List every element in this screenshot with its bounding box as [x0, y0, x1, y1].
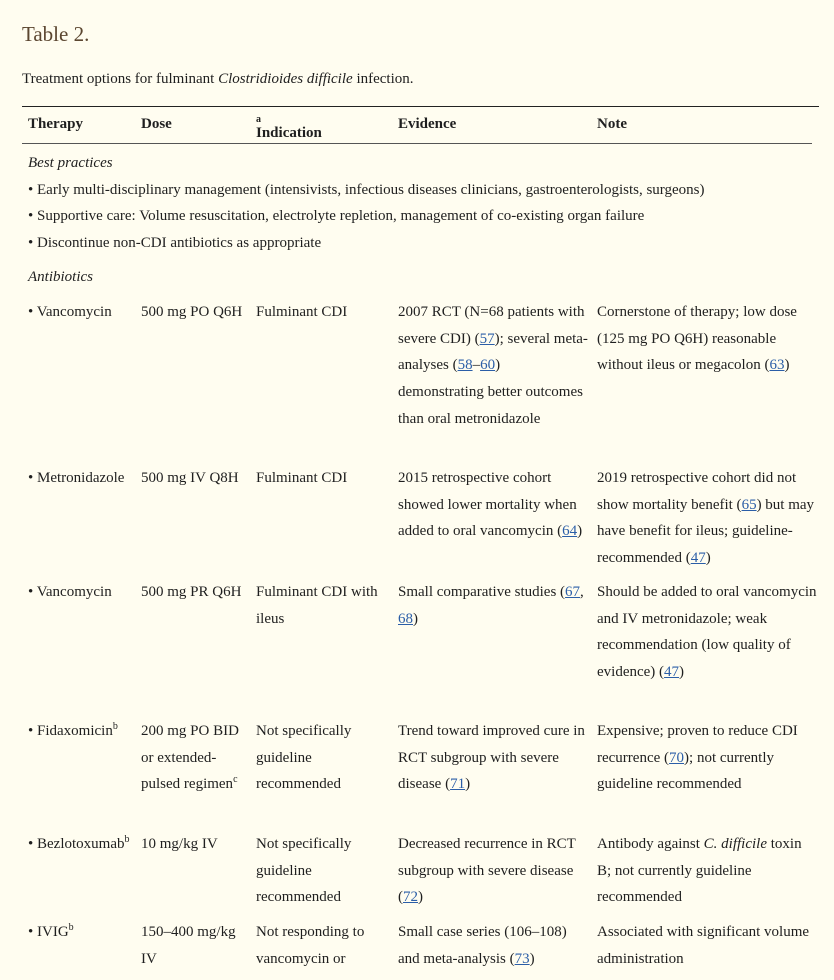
- cell-text: ); not currently guideline recommended: [597, 749, 775, 793]
- dose-cell: [141, 465, 249, 492]
- caption-suffix: infection.: [352, 71, 414, 87]
- cell-text: 10 mg/kg IV: [141, 836, 218, 852]
- header-indication: [256, 114, 322, 141]
- dose-cell: [141, 919, 249, 972]
- cell-text: ): [465, 776, 471, 793]
- footnote-marker: a: [256, 114, 261, 125]
- cell-text: ) demonstrating better outcomes than oral metronidazole: [398, 357, 583, 427]
- cell-text: Cornerstone of therapy; low dose (125 mg PO Q6H) reasonable without ileus or megacolon (: [597, 304, 797, 374]
- header-note: Note: [597, 116, 627, 132]
- table-caption: [22, 69, 812, 89]
- cell-text: ): [418, 889, 423, 906]
- reference-link[interactable]: 67: [565, 584, 581, 600]
- dose-cell: [141, 831, 249, 858]
- dose-cell: [141, 299, 249, 326]
- cell-text: ): [529, 950, 535, 967]
- cell-text: Expensive; proven to reduce CDI recurrence (: [597, 723, 798, 766]
- cell-text: • Fidaxomicin: [28, 723, 113, 739]
- indication-cell: Not responding to vancomycin or: [256, 924, 365, 967]
- evidence-cell: [398, 299, 588, 433]
- note-cell: [597, 465, 819, 572]
- indication-cell: Fulminant CDI with ileus: [256, 584, 378, 627]
- cell-text: –: [472, 357, 481, 374]
- cell-text: 2015 retrospective cohort showed lower mortality when added to oral vancomycin (: [398, 470, 577, 540]
- reference-link[interactable]: 68: [398, 610, 413, 627]
- reference-link[interactable]: 64: [562, 523, 578, 540]
- cell-text: Antibody against: [597, 836, 704, 852]
- note-cell: [597, 831, 819, 911]
- cell-text: • Vancomycin: [28, 304, 112, 320]
- caption-organism: Clostridioides difficile: [218, 71, 353, 87]
- footnote-marker: b: [68, 922, 74, 933]
- best-practice-item: • Supportive care: Volume resuscitation, electrolyte repletion, management of co-existing organ failure: [28, 208, 645, 224]
- cell-text: ) but may have benefit for ileus; guideline-recommended (: [597, 496, 815, 567]
- evidence-cell: [398, 919, 588, 972]
- cell-text: Small case series (106–108) and meta-analysis (: [398, 924, 567, 967]
- evidence-cell: [398, 579, 588, 632]
- caption-prefix: Treatment options for fulminant: [22, 71, 219, 87]
- cell-text: Should be added to oral vancomycin and IV metronidazole; weak recommendation (low quality of evidence) (: [597, 584, 817, 681]
- table-title: Table 2.: [22, 22, 90, 46]
- cell-text: ): [679, 664, 685, 681]
- evidence-cell: [398, 465, 588, 545]
- note-cell: [597, 718, 819, 798]
- reference-link[interactable]: 73: [514, 950, 530, 967]
- reference-link[interactable]: 70: [669, 749, 685, 766]
- therapy-cell: [28, 919, 133, 946]
- reference-link[interactable]: 47: [690, 550, 706, 567]
- cell-text: 200 mg PO BID or extended-pulsed regimen: [141, 723, 239, 793]
- footnote-marker: c: [233, 774, 238, 786]
- cell-text: ); several meta-analyses (: [398, 330, 588, 374]
- evidence-cell: [398, 831, 588, 911]
- cell-text: Trend toward improved cure in RCT subgroup with severe disease (: [398, 723, 585, 793]
- cell-text: 500 mg IV Q8H: [141, 470, 239, 486]
- note-cell: [597, 919, 819, 972]
- therapy-cell: [28, 579, 133, 606]
- indication-cell: Fulminant CDI: [256, 304, 348, 320]
- note-cell: [597, 299, 819, 379]
- cell-text: 500 mg PO Q6H: [141, 304, 243, 320]
- cell-text: ): [577, 523, 583, 540]
- cell-text: 2007 RCT (N=68 patients with severe CDI) (: [398, 304, 585, 347]
- cell-text: 2019 retrospective cohort did not show mortality benefit (: [597, 470, 797, 513]
- cell-text: Associated with significant volume administration: [597, 924, 810, 967]
- italic-text: C. difficile: [703, 836, 767, 852]
- table-header: [22, 107, 812, 144]
- reference-link[interactable]: 63: [769, 357, 785, 374]
- therapy-cell: [28, 465, 133, 492]
- cell-text: ): [705, 550, 711, 567]
- indication-cell: Fulminant CDI: [256, 470, 348, 486]
- dose-cell: [141, 579, 249, 606]
- cell-text: ): [784, 357, 790, 374]
- reference-link[interactable]: 47: [664, 664, 680, 681]
- reference-link[interactable]: 58: [457, 357, 473, 374]
- indication-cell: Not specifically guideline recommended: [256, 723, 352, 793]
- reference-link[interactable]: 71: [450, 776, 466, 793]
- cell-text: ): [413, 610, 418, 627]
- best-practice-item: • Early multi-disciplinary management (intensivists, infectious diseases clinicians, gastroenterologists, surgeons): [28, 182, 705, 198]
- cell-text: • Bezlotoxumab: [28, 836, 125, 852]
- section-antibiotics: Antibiotics: [28, 269, 93, 285]
- cell-text: Decreased recurrence in RCT subgroup with severe disease (: [398, 836, 576, 906]
- footnote-marker: b: [124, 834, 130, 845]
- header-therapy: Therapy: [28, 116, 84, 132]
- cell-text: • IVIG: [28, 924, 69, 940]
- reference-link[interactable]: 60: [480, 357, 496, 374]
- indication-cell: Not specifically guideline recommended: [256, 836, 352, 906]
- dose-cell: [141, 718, 249, 798]
- cell-text: Small comparative studies (: [398, 584, 566, 600]
- footnote-marker: b: [112, 721, 118, 732]
- reference-link[interactable]: 65: [741, 496, 757, 513]
- therapy-cell: [28, 831, 133, 858]
- best-practice-item: • Discontinue non-CDI antibiotics as appropriate: [28, 235, 322, 251]
- section-best-practices: Best practices: [28, 155, 113, 171]
- therapy-cell: [28, 718, 133, 745]
- header-dose: Dose: [141, 116, 172, 132]
- header-evidence: Evidence: [398, 116, 457, 132]
- cell-text: 500 mg PR Q6H: [141, 584, 242, 600]
- reference-link[interactable]: 57: [479, 330, 495, 347]
- reference-link[interactable]: 72: [403, 889, 418, 906]
- header-indication-label: Indication: [256, 125, 322, 141]
- note-cell: [597, 579, 819, 686]
- evidence-cell: [398, 718, 588, 798]
- therapy-cell: [28, 299, 133, 326]
- cell-text: • Vancomycin: [28, 584, 112, 600]
- cell-text: toxin B; not currently guideline recommended: [597, 836, 802, 906]
- cell-text: ,: [580, 584, 584, 600]
- cell-text: 150–400 mg/kg IV: [141, 924, 236, 967]
- cell-text: • Metronidazole: [28, 470, 125, 486]
